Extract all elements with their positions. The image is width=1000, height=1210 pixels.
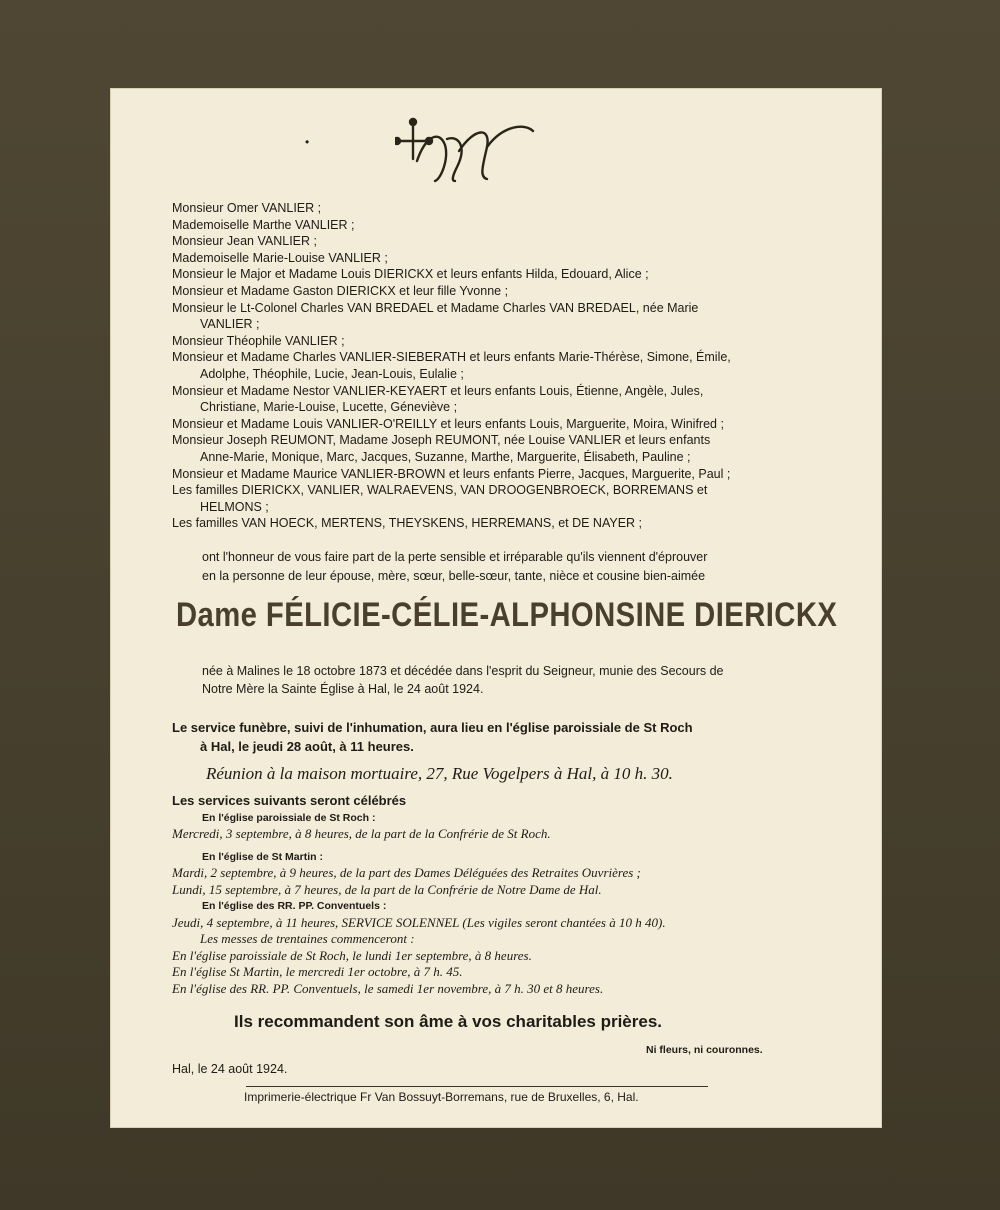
service-entry: En l'église St Martin, le mercredi 1er octobre, à 7 h. 45.: [172, 964, 463, 979]
family-line: Monsieur Joseph REUMONT, Madame Joseph REUMONT, née Louise VANLIER et leurs enfants: [172, 433, 711, 448]
family-line: Monsieur Théophile VANLIER ;: [172, 333, 345, 348]
announcement-text: [202, 548, 822, 586]
no-flowers-note: Ni fleurs, ni couronnes.: [646, 1044, 763, 1056]
service-entry: Jeudi, 4 septembre, à 11 heures, SERVICE SOLENNEL (Les vigiles seront chantées à 10 h 40).: [172, 914, 666, 930]
family-list: [172, 200, 812, 532]
family-line: Monsieur Jean VANLIER ;: [172, 234, 317, 249]
family-line: Monsieur et Madame Gaston DIERICKX et leur fille Yvonne ;: [172, 283, 509, 298]
church-label: En l'église paroissiale de St Roch :: [202, 811, 376, 824]
place-date: Hal, le 24 août 1924.: [172, 1062, 288, 1076]
funeral-line: Le service funèbre, suivi de l'inhumation, aura lieu en l'église paroissiale de St Roch: [172, 720, 693, 735]
deceased-name: Dame FÉLICIE-CÉLIE-ALPHONSINE DIERICKX: [176, 596, 838, 634]
church-label: En l'église de St Martin :: [202, 850, 323, 863]
family-line: Monsieur et Madame Nestor VANLIER-KEYAERT et leurs enfants Louis, Étienne, Angèle, Jules,: [172, 383, 704, 398]
prayer-request: Ils recommandent son âme à vos charitables prières.: [234, 1012, 663, 1031]
church-label: En l'église des RR. PP. Conventuels :: [202, 900, 387, 912]
announcement-line: en la personne de leur épouse, mère, sœur, belle-sœur, tante, nièce et cousine bien-aimée: [202, 569, 706, 583]
service-entry: En l'église paroissiale de St Roch, le lundi 1er septembre, à 8 heures.: [172, 947, 532, 963]
ink-mark: •: [305, 135, 310, 149]
gathering-notice: Réunion à la maison mortuaire, 27, Rue Vogelpers à Hal, à 10 h. 30.: [206, 764, 673, 783]
family-line: VANLIER ;: [200, 317, 260, 332]
trentaines-heading: Les messes de trentaines commenceront :: [200, 931, 415, 946]
family-line: Monsieur le Major et Madame Louis DIERICKX et leurs enfants Hilda, Edouard, Alice ;: [172, 267, 649, 282]
services-heading: Les services suivants seront célébrés: [172, 793, 407, 808]
funeral-service: [172, 718, 812, 756]
family-line: Monsieur le Lt-Colonel Charles VAN BREDAEL et Madame Charles VAN BREDAEL, née Marie: [172, 300, 699, 315]
funeral-line: à Hal, le jeudi 28 août, à 11 heures.: [200, 739, 414, 754]
family-line: Christiane, Marie-Louise, Lucette, Géneviève ;: [200, 400, 458, 415]
service-entry: En l'église des RR. PP. Conventuels, le samedi 1er novembre, à 7 h. 30 et 8 heures.: [172, 980, 604, 996]
family-line: Monsieur et Madame Louis VANLIER-O'REILLY et leurs enfants Louis, Marguerite, Moira, Winifred ;: [172, 416, 724, 431]
birth-death-details: [202, 662, 802, 698]
family-line: Mademoiselle Marie-Louise VANLIER ;: [172, 250, 388, 265]
family-line: Adolphe, Théophile, Lucie, Jean-Louis, Eulalie ;: [200, 366, 464, 381]
family-line: Mademoiselle Marthe VANLIER ;: [172, 217, 355, 232]
family-line: Anne-Marie, Monique, Marc, Jacques, Suzanne, Marthe, Marguerite, Élisabeth, Pauline ;: [200, 449, 691, 464]
service-entry: Mercredi, 3 septembre, à 8 heures, de la part de la Confrérie de St Roch.: [172, 826, 551, 841]
service-entry: Lundi, 15 septembre, à 7 heures, de la part de la Confrérie de Notre Dame de Hal.: [172, 881, 602, 897]
details-line: Notre Mère la Sainte Église à Hal, le 24 août 1924.: [202, 682, 484, 696]
family-line: Monsieur Omer VANLIER ;: [172, 201, 322, 215]
divider-line: [246, 1086, 708, 1087]
announcement-line: ont l'honneur de vous faire part de la perte sensible et irréparable qu'ils viennent d'éprouver: [202, 550, 708, 564]
services-schedule: [172, 793, 822, 997]
family-line: Monsieur et Madame Maurice VANLIER-BROWN et leurs enfants Pierre, Jacques, Marguerite, Paul ;: [172, 466, 731, 481]
family-line: HELMONS ;: [200, 499, 269, 514]
details-line: née à Malines le 18 octobre 1873 et décédée dans l'esprit du Seigneur, munie des Secours de: [202, 664, 724, 678]
service-entry: Mardi, 2 septembre, à 9 heures, de la part des Dames Déléguées des Retraites Ouvrières ;: [172, 865, 641, 880]
family-line: Monsieur et Madame Charles VANLIER-SIEBERATH et leurs enfants Marie-Thérèse, Simone, Émile,: [172, 350, 731, 365]
printer-imprint: Imprimerie-électrique Fr Van Bossuyt-Borremans, rue de Bruxelles, 6, Hal.: [244, 1090, 639, 1104]
cross-monogram-logo: [395, 117, 540, 187]
family-line: Les familles DIERICKX, VANLIER, WALRAEVENS, VAN DROOGENBROECK, BORREMANS et: [172, 483, 708, 498]
family-line: Les familles VAN HOECK, MERTENS, THEYSKENS, HERREMANS, et DE NAYER ;: [172, 516, 643, 531]
